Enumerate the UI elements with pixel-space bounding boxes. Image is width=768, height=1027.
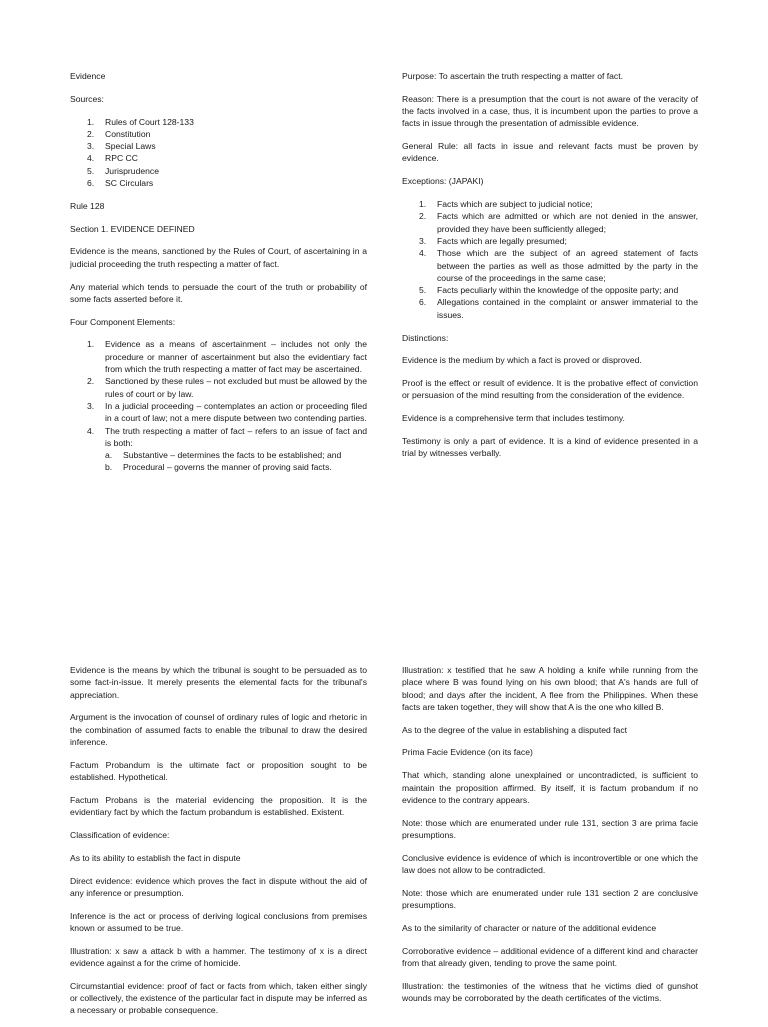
column-top-left (70, 70, 367, 484)
sources-label: Sources: (70, 93, 104, 104)
sub-list (105, 449, 367, 474)
exceptions-list (402, 198, 698, 321)
general-rule-paragraph: General Rule: all facts in issue and relevant facts must be proven by evidence. (402, 141, 698, 164)
list-item: 6. Allegations contained in the complaint or answer immaterial to the issues. (419, 297, 698, 320)
list-item: 3. Facts which are legally presumed; (419, 235, 567, 246)
sources-list (70, 116, 367, 190)
list-item: 4. Those which are the subject of an agreed statement of facts between the parties as well as those admitted by the party in the course of the proceedings in the same case; (419, 248, 698, 283)
list-item: 4. RPC CC (87, 153, 138, 164)
list-item: 2. Facts which are admitted or which are not denied in the answer, provided they have been sufficiently alleged; (419, 211, 698, 234)
paragraph: Evidence is the means, sanctioned by the Rules of Court, of ascertaining in a judicial proceeding the truth respecting a matter of fact. (70, 246, 367, 269)
exceptions-label: Exceptions: (JAPAKI) (402, 176, 484, 187)
paragraph: Illustration: x testified that he saw A holding a knife while running from the place where B was found lying on his own blood; that A's hands are full of blood; and days after the incident, A flee from the Philippines. When these facts are taken together, they will show that A is the one who killed B. (402, 665, 698, 712)
list-item: 1. Facts which are subject to judicial notice; (419, 199, 593, 210)
paragraph: Proof is the effect or result of evidence. It is the probative effect of conviction or persuasion of the mind resulting from the consideration of the evidence. (402, 378, 698, 401)
paragraph: Testimony is only a part of evidence. It is a kind of evidence presented in a trial by witnesses verbally. (402, 436, 698, 459)
paragraph: As to its ability to establish the fact in dispute (70, 852, 241, 863)
paragraph: Corroborative evidence – additional evidence of a different kind and character from that already given, tending to prove the same point. (402, 945, 698, 969)
list-item: 5. Facts peculiarly within the knowledge of the opposite party; and (419, 285, 679, 296)
column-bottom-right (402, 664, 698, 1015)
paragraph: As to the degree of the value in establishing a disputed fact (402, 724, 628, 735)
sub-list-item: b. Procedural – governs the manner of proving said facts. (105, 462, 332, 473)
list-item: 1. Rules of Court 128-133 (87, 116, 194, 127)
list-item: 3. Special Laws (87, 141, 156, 152)
list-item: 1. Evidence as a means of ascertainment – includes not only the procedure or manner of ascertainment but also the evidentiary fact from which the truth respecting a matter of fact may be ascertained. (87, 339, 367, 375)
elements-list (70, 338, 367, 473)
reason-paragraph: Reason: There is a presumption that the court is not aware of the veracity of the facts involved in a case, thus, it is incumbent upon the parties to prove a facts in issue through the presentation of admissible evidence. (402, 93, 698, 129)
paragraph: Prima Facie Evidence (on its face) (402, 747, 533, 758)
section-heading: Section 1. EVIDENCE DEFINED (70, 223, 195, 234)
paragraph: As to the similarity of character or nature of the additional evidence (402, 922, 657, 933)
purpose-paragraph: Purpose: To ascertain the truth respecting a matter of fact. (402, 71, 624, 81)
paragraph: Illustration: the testimonies of the witness that he victims died of gunshot wounds may be corroborated by the death certificates of the victims. (402, 980, 698, 1004)
column-bottom-left (70, 664, 367, 1027)
list-item: 5. Jurisprudence (87, 165, 159, 176)
paragraph: Evidence is a comprehensive term that includes testimony. (402, 413, 625, 424)
paragraph: Inference is the act or process of deriving logical conclusions from premises known or assumed to be true. (70, 910, 367, 933)
paragraph: Factum Probandum is the ultimate fact or proposition sought to be established. Hypothetical. (70, 759, 367, 783)
paragraph: Any material which tends to persuade the court of the truth or probability of some facts asserted before it. (70, 281, 367, 304)
paragraph: Direct evidence: evidence which proves the fact in dispute without the aid of any inference or presumption. (70, 875, 367, 898)
list-item: 6. SC Circulars (87, 178, 154, 189)
paragraph: Factum Probans is the material evidencing the proposition. It is the evidentiary fact by which the factum probandum is established. Existent. (70, 794, 367, 818)
paragraph: Note: those which are enumerated under rule 131, section 3 are prima facie presumptions. (402, 817, 698, 840)
paragraph: Note: those which are enumerated under rule 131 section 2 are conclusive presumptions. (402, 887, 698, 911)
paragraph: Conclusive evidence is evidence of which is incontrovertible or one which the law does not allow to be contradicted. (402, 852, 698, 876)
paragraph: Argument is the invocation of counsel of ordinary rules of logic and rhetoric in the combination of assumed facts to enable the tribunal to draw the desired inference. (70, 712, 367, 747)
doc-title: Evidence (70, 71, 106, 81)
list-item: 2. Constitution (87, 128, 151, 139)
column-top-right (402, 70, 698, 470)
paragraph: Evidence is the medium by which a fact is proved or disproved. (402, 355, 642, 366)
paragraph: Evidence is the means by which the tribunal is sought to be persuaded as to some fact-in-issue. It merely presents the elemental facts for the tribunal's appreciation. (70, 665, 367, 700)
sub-list-item: a. Substantive – determines the facts to be established; and (105, 450, 342, 461)
paragraph: Illustration: x saw a attack b with a hammer. The testimony of x is a direct evidence against a for the crime of homicide. (70, 945, 367, 969)
rule-heading: Rule 128 (70, 200, 105, 211)
paragraph: Classification of evidence: (70, 829, 170, 840)
list-item: 4. The truth respecting a matter of fact – refers to an issue of fact and is both: a. Substantive – determines the facts to be established; and b. Procedural – governs the manner of proving said facts. (87, 425, 367, 473)
paragraph: That which, standing alone unexplained or uncontradicted, is sufficient to maintain the proposition affirmed. By itself, it is factum probandum if no evidence to the contrary appears. (402, 770, 698, 805)
list-item: 3. In a judicial proceeding – contemplates an action or proceeding filed in a court of law; not a mere dispute between two contending parties. (87, 400, 367, 424)
elements-label: Four Component Elements: (70, 316, 176, 327)
list-item: 2. Sanctioned by these rules – not excluded but must be allowed by the rules of court or by law. (87, 376, 367, 399)
paragraph: Circumstantial evidence: proof of fact or facts from which, taken either singly or collectively, the existence of the particular fact in dispute may be inferred as a necessary or probable consequence. (70, 980, 367, 1016)
distinctions-label: Distinctions: (402, 332, 449, 343)
